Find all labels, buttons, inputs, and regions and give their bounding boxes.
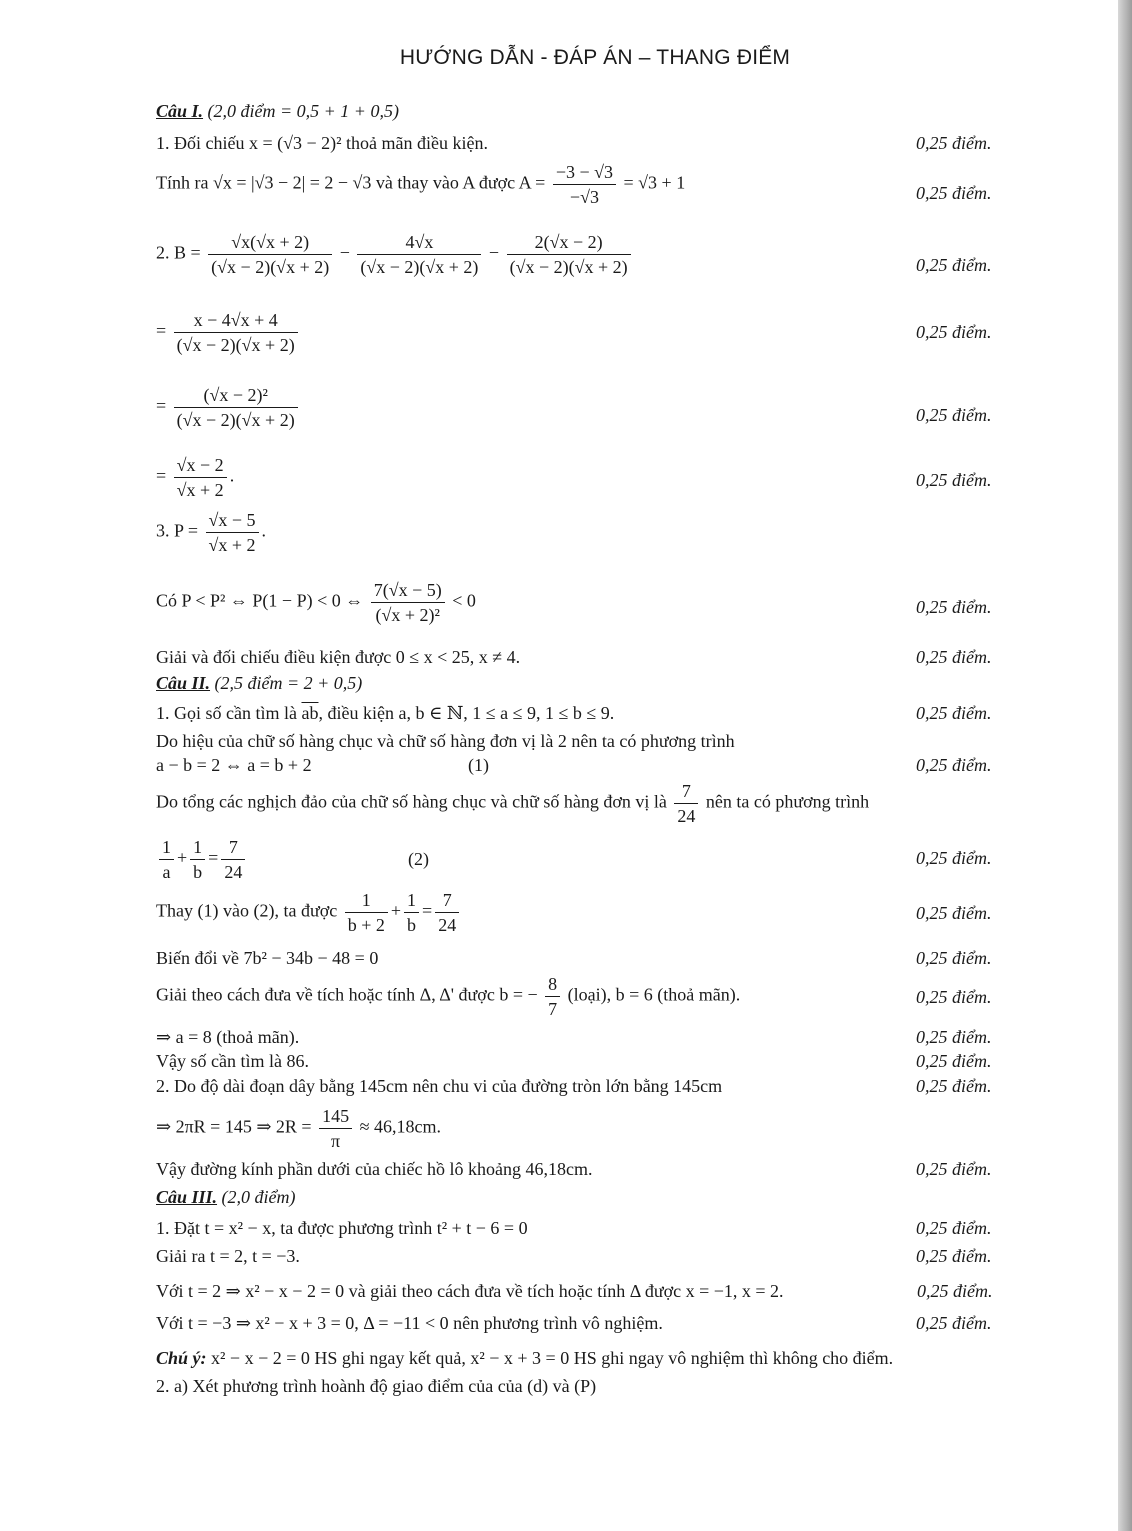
c1-line-3 xyxy=(156,230,1002,279)
section-3-label: Câu III. xyxy=(156,1187,218,1207)
c2-l4-num: 7 xyxy=(681,781,691,801)
c2-l6-num-2: 1 xyxy=(407,890,417,910)
section-2-points: (2,5 điểm = 2 + 0,5) xyxy=(214,673,363,693)
c1-l2-num: −3 − √3 xyxy=(555,162,614,182)
c3-note-label: Chú ý: xyxy=(156,1348,207,1368)
c3-score-1: 0,25 điểm. xyxy=(916,1218,992,1238)
c1-l3-num-3: 2(√x − 2) xyxy=(534,232,603,252)
c2-score-7: 0,25 điểm. xyxy=(916,1027,992,1047)
c2-l12-tail: ≈ 46,18cm. xyxy=(359,1116,441,1137)
c2-line-1 xyxy=(156,703,1002,724)
section-3-points: (2,0 điểm) xyxy=(221,1187,296,1207)
minus-sign: − xyxy=(488,242,500,263)
c2-line-4 xyxy=(156,779,1002,828)
c3-line-5: 2. a) Xét phương trình hoành độ giao điểm của của (d) và (P) xyxy=(156,1376,597,1396)
c2-score-2: 0,25 điểm. xyxy=(916,755,992,775)
c2-l5-frac-2 xyxy=(190,835,205,884)
c1-line-2 xyxy=(156,160,1002,209)
c2-l6-frac-1 xyxy=(345,888,388,937)
c2-l3-tag: (1) xyxy=(468,755,489,775)
c2-l3-eq: a − b = 2 ⇔ a = b + 2 xyxy=(156,755,312,775)
c2-l1-ab: $\overline{ab}$ xyxy=(301,703,319,723)
c1-l8-tail: < 0 xyxy=(452,590,476,611)
c2-l6-frac-3 xyxy=(435,888,459,937)
c2-l5-num-3: 7 xyxy=(228,837,238,857)
c1-l2-result: = √3 + 1 xyxy=(623,172,686,193)
c1-l3-num-2: 4√x xyxy=(405,232,434,252)
c2-l8-den: 7 xyxy=(545,996,560,1021)
c2-line-2: Do hiệu của chữ số hàng chục và chữ số hàng đơn vị là 2 nên ta có phương trình xyxy=(156,731,735,751)
c1-line-6 xyxy=(156,453,1002,502)
c1-l7-den: √x + 2 xyxy=(206,532,259,557)
c2-line-7: Biến đổi về 7b² − 34b − 48 = 0 xyxy=(156,948,379,968)
c2-l5-den-2: b xyxy=(190,859,205,884)
c2-line-12 xyxy=(156,1104,1002,1153)
c3-line-2: Giải ra t = 2, t = −3. xyxy=(156,1246,300,1266)
c2-line-3 xyxy=(156,755,1002,776)
c3-line-3 xyxy=(156,1281,1092,1302)
equals-sign: = xyxy=(156,320,167,341)
c3-note xyxy=(156,1348,1092,1369)
c1-l5-num: (√x − 2)² xyxy=(203,385,268,405)
c1-line-9: Giải và đối chiếu điều kiện được 0 ≤ x < 25, x ≠ 4. xyxy=(156,647,521,667)
c1-score-8: 0,25 điểm. xyxy=(916,647,992,667)
c1-l4-num: x − 4√x + 4 xyxy=(193,310,278,330)
c2-line-9: ⇒ a = 8 (thoả mãn). xyxy=(156,1027,300,1047)
c1-l3-den-3: (√x − 2)(√x + 2) xyxy=(507,254,631,279)
c2-l12-text: ⇒ 2πR = 145 ⇒ 2R = xyxy=(156,1116,312,1137)
c1-l2-fraction xyxy=(553,160,616,209)
c1-l3-text: 2. B = xyxy=(156,242,201,263)
c1-l6-den: √x + 2 xyxy=(174,477,227,502)
c2-line-6: Thay (1) vào (2), ta được $\frac{1}{b + 2}$ + $\frac{1}{b}$ = $\frac{7}{24}$ xyxy=(156,888,1002,937)
c2-l8-fraction xyxy=(545,972,560,1021)
c2-score-3: 0,25 điểm. xyxy=(916,848,992,868)
document-title: HƯỚNG DẪN - ĐÁP ÁN – THANG ĐIỂM xyxy=(399,46,791,69)
section-2-heading xyxy=(156,673,1002,694)
c2-line-5: $\frac{1}{a}$ + $\frac{1}{b}$ = $\frac{7}{24}$ (2) xyxy=(156,835,1002,884)
c3-score-4: 0,25 điểm. xyxy=(916,1313,992,1333)
c1-l3-frac-3 xyxy=(507,230,631,279)
c1-score-7: 0,25 điểm. xyxy=(916,597,992,617)
c2-l5-frac-3 xyxy=(221,835,245,884)
section-2-label: Câu II. xyxy=(156,673,211,693)
c3-line-4: Với t = −3 ⇒ x² − x + 3 = 0, Δ = −11 < 0 nên phương trình vô nghiệm. xyxy=(156,1313,663,1333)
minus-sign: − xyxy=(339,242,350,263)
c2-l8-tail: (loại), b = 6 (thoả mãn). xyxy=(567,984,741,1005)
c2-l6-den-1: b + 2 xyxy=(345,912,388,937)
c1-l3-frac-2 xyxy=(357,230,481,279)
c2-l6-frac-2 xyxy=(404,888,419,937)
c2-l5-frac-1 xyxy=(159,835,174,884)
c2-l6-num-3: 7 xyxy=(442,890,452,910)
period: . xyxy=(229,465,235,486)
section-1-label: Câu I. xyxy=(156,101,204,121)
c2-l4-tail: nên ta có phương trình xyxy=(705,791,870,812)
c1-score-2: 0,25 điểm. xyxy=(916,183,992,203)
c2-l12-fraction xyxy=(319,1104,352,1153)
c2-l1-text: 1. Gọi số cần tìm là xyxy=(156,703,297,723)
c1-l6-fraction xyxy=(174,453,227,502)
equals-sign: = xyxy=(156,465,167,486)
c1-line-8 xyxy=(156,578,1002,627)
c2-l4-den: 24 xyxy=(674,803,698,828)
c2-score-4: 0,25 điểm. xyxy=(916,903,992,923)
c1-l3-frac-1 xyxy=(208,230,332,279)
c1-l6-num: √x − 2 xyxy=(176,455,224,475)
c2-l12-num: 145 xyxy=(322,1106,350,1126)
c2-score-1: 0,25 điểm. xyxy=(916,703,992,723)
c2-l8-num: 8 xyxy=(548,974,558,994)
c2-line-11: 2. Do độ dài đoạn dây bằng 145cm nên chu vi của đường tròn lớn bằng 145cm xyxy=(156,1076,723,1096)
c2-line-10: Vậy số cần tìm là 86. xyxy=(156,1051,309,1071)
section-1-heading xyxy=(156,101,1002,122)
c1-l2-text: Tính ra √x = |√3 − 2| = 2 − √3 và thay vào A được A = xyxy=(156,172,546,193)
c2-score-8: 0,25 điểm. xyxy=(916,1051,992,1071)
c2-l5-num-1: 1 xyxy=(162,837,171,857)
c1-l8-fraction xyxy=(371,578,445,627)
c2-l6-den-2: b xyxy=(404,912,419,937)
section-3-heading xyxy=(156,1187,1002,1208)
page-edge-shadow xyxy=(1118,0,1132,1531)
c3-score-2: 0,25 điểm. xyxy=(916,1246,992,1266)
c1-l4-fraction xyxy=(174,308,298,357)
c2-line-8 xyxy=(156,972,1002,1021)
c3-l3-text: Với t = 2 ⇒ x² − x − 2 = 0 và giải theo cách đưa về tích hoặc tính Δ được x = −1, x = 2. xyxy=(156,1281,784,1301)
c1-l3-den-2: (√x − 2)(√x + 2) xyxy=(357,254,481,279)
c1-score-1: 0,25 điểm. xyxy=(916,133,992,153)
c3-line-1: 1. Đặt t = x² − x, ta được phương trình t² + t − 6 = 0 xyxy=(156,1218,528,1238)
c1-l3-num-1: √x(√x + 2) xyxy=(231,232,310,252)
c2-l6-text: Thay (1) vào (2), ta được xyxy=(156,900,338,921)
c2-l6-den-3: 24 xyxy=(435,912,459,937)
c3-note-text: x² − x − 2 = 0 HS ghi ngay kết quả, x² − x + 3 = 0 HS ghi ngay vô nghiệm thì không cho điểm. xyxy=(211,1348,894,1368)
c2-score-9: 0,25 điểm. xyxy=(916,1076,992,1096)
c1-l7-num: √x − 5 xyxy=(208,510,256,530)
c1-l3-den-1: (√x − 2)(√x + 2) xyxy=(208,254,332,279)
c2-l5-tag: (2) xyxy=(408,849,429,869)
c1-l8-text: Có P < P² ⇔ P(1 − P) < 0 ⇔ xyxy=(156,590,364,611)
c2-l12-den: π xyxy=(319,1128,352,1153)
c1-l4-den: (√x − 2)(√x + 2) xyxy=(174,332,298,357)
c2-line-13: Vậy đường kính phần dưới của chiếc hồ lô khoảng 46,18cm. xyxy=(156,1159,593,1179)
c1-score-6: 0,25 điểm. xyxy=(916,470,992,490)
c2-l5-den-3: 24 xyxy=(221,859,245,884)
c2-l5-num-2: 1 xyxy=(193,837,203,857)
c1-line-5 xyxy=(156,383,1002,432)
section-1-points: (2,0 điểm = 0,5 + 1 + 0,5) xyxy=(207,101,399,121)
c1-score-5: 0,25 điểm. xyxy=(916,405,992,425)
c2-l8-text: Giải theo cách đưa về tích hoặc tính Δ, Δ' được b = − xyxy=(156,984,538,1005)
c1-score-4: 0,25 điểm. xyxy=(916,322,992,342)
c2-score-5: 0,25 điểm. xyxy=(916,948,992,968)
c2-l4-fraction xyxy=(674,779,698,828)
c1-line-4 xyxy=(156,308,1002,357)
c3-score-3: 0,25 điểm. xyxy=(917,1281,993,1301)
c1-l8-num: 7(√x − 5) xyxy=(373,580,442,600)
c2-l5-den-1: a xyxy=(159,859,174,884)
c1-l2-den: −√3 xyxy=(553,184,616,209)
c2-l6-num-1: 1 xyxy=(361,890,371,910)
c1-score-3: 0,25 điểm. xyxy=(916,255,992,275)
c2-l1-tail: , điều kiện a, b ∈ ℕ, 1 ≤ a ≤ 9, 1 ≤ b ≤ 9. xyxy=(318,703,615,723)
c2-score-6: 0,25 điểm. xyxy=(916,987,992,1007)
c2-score-10: 0,25 điểm. xyxy=(916,1159,992,1179)
c1-line-7 xyxy=(156,508,1002,557)
c1-line-1: 1. Đối chiếu x = (√3 − 2)² thoả mãn điều kiện. xyxy=(156,133,489,153)
equals-sign: = xyxy=(156,395,167,416)
period: . xyxy=(261,520,267,541)
c1-l7-text: 3. P = xyxy=(156,520,198,541)
c1-l7-fraction xyxy=(206,508,259,557)
c2-l4-text: Do tổng các nghịch đảo của chữ số hàng chục và chữ số hàng đơn vị là xyxy=(156,791,667,812)
c1-l5-fraction xyxy=(174,383,298,432)
c1-l8-den: (√x + 2)² xyxy=(371,602,445,627)
c1-l5-den: (√x − 2)(√x + 2) xyxy=(174,407,298,432)
